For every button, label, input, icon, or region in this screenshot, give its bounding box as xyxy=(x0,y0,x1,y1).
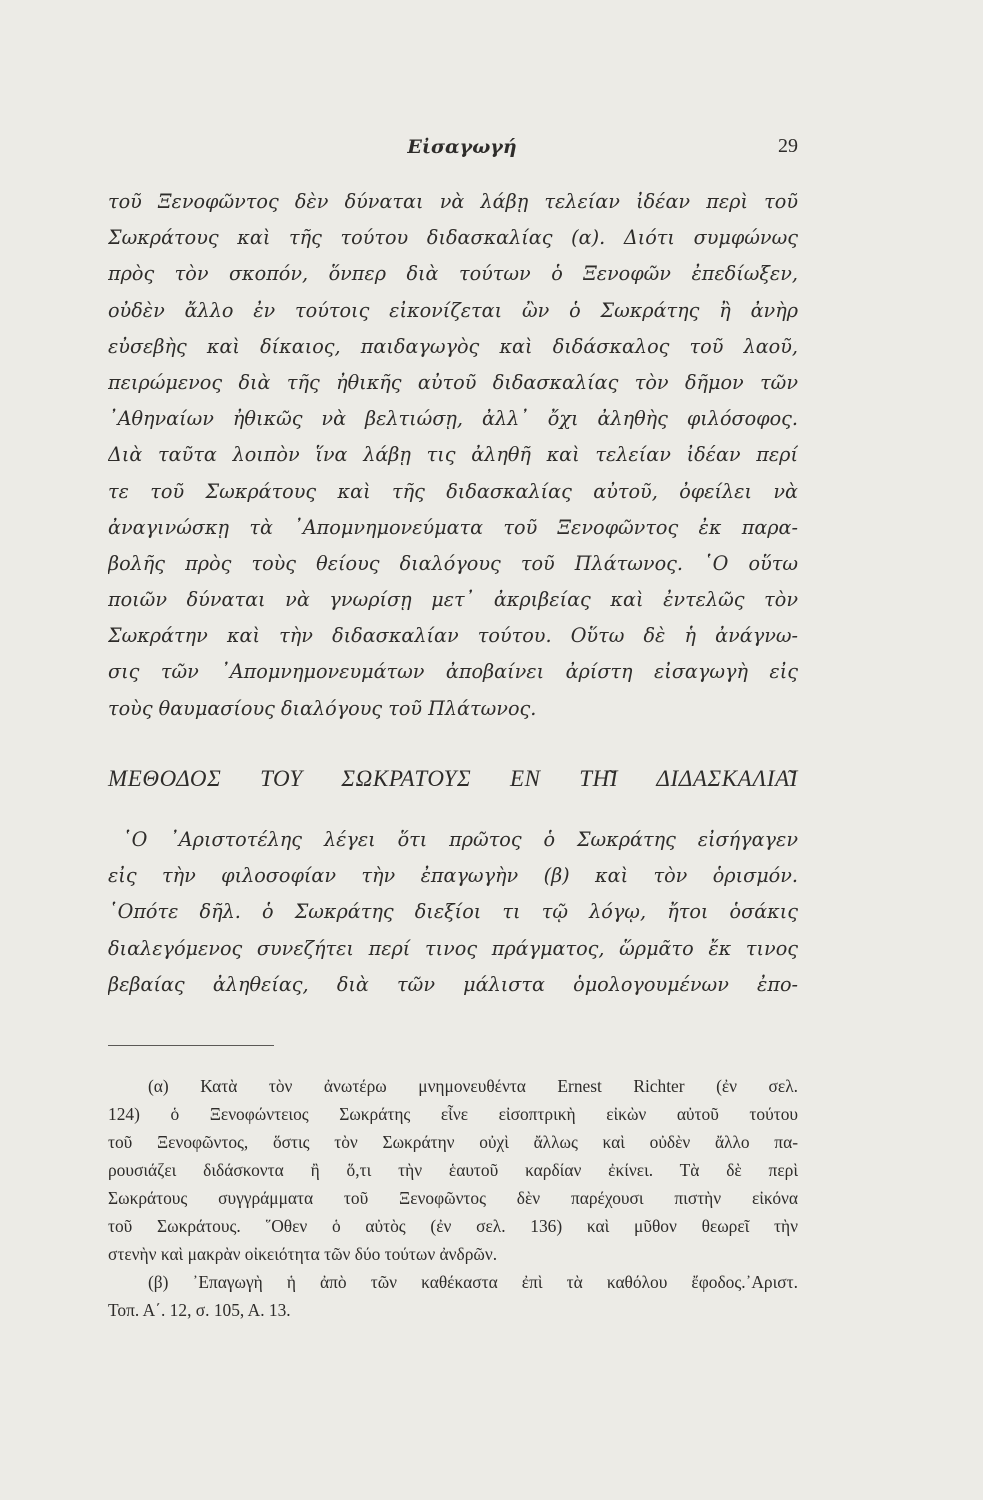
running-head: Εἰσαγωγή xyxy=(407,136,517,158)
text-line: ᾿Αθηναίων ἠθικῶς νὰ βελτιώσῃ, ἀλλ᾿ ὄχι ἀληθὴς φιλόσοφος. xyxy=(108,407,798,431)
footnote-line: τοῦ Ξενοφῶντος, ὅστις τὸν Σωκράτην οὐχὶ ἄλλως καὶ οὐδὲν ἄλλο πα- xyxy=(108,1132,798,1152)
footnote-line: στενὴν καὶ μακρὰν οἰκειότητα τῶν δύο τούτων ἀνδρῶν. xyxy=(108,1244,498,1264)
text-line: Σωκράτην καὶ τὴν διδασκαλίαν τούτου. Οὕτω δὲ ἡ ἀνάγνω- xyxy=(108,624,798,648)
footnote-line: ρουσιάζει διδάσκοντα ἢ ὅ,τι τὴν ἑαυτοῦ καρδίαν ἐκίνει. Τὰ δὲ περὶ xyxy=(108,1160,798,1180)
footnote-divider xyxy=(108,1045,274,1046)
footnote-line: (β) ᾿Επαγωγὴ ἡ ἀπὸ τῶν καθέκαστα ἐπὶ τὰ καθόλου ἔφοδος.᾿Αριστ. xyxy=(148,1272,798,1292)
text-line: τοῦ Ξενοφῶντος δὲν δύναται νὰ λάβῃ τελείαν ἰδέαν περὶ τοῦ xyxy=(108,190,798,213)
text-line: εὐσεβὴς καὶ δίκαιος, παιδαγωγὸς καὶ διδάσκαλος τοῦ λαοῦ, xyxy=(108,334,798,358)
text-line: ἀναγινώσκῃ τὰ ᾿Απομνημονεύματα τοῦ Ξενοφῶντος ἐκ παρα- xyxy=(108,515,798,539)
footnote-line: Σωκράτους συγγράμματα τοῦ Ξενοφῶντος δὲν παρέχουσι πιστὴν εἰκόνα xyxy=(108,1188,798,1208)
text-line: πειρώμενος διὰ τῆς ἠθικῆς αὐτοῦ διδασκαλίας τὸν δῆμον τῶν xyxy=(108,370,798,394)
text-line: ποιῶν δύναται νὰ γνωρίσῃ μετ᾿ ἀκριβείας καὶ ἐντελῶς τὸν xyxy=(108,588,798,612)
text-line: ῾Οπότε δῆλ. ὁ Σωκράτης διεξίοι τι τῷ λόγῳ, ἤτοι ὁσάκις xyxy=(108,900,798,924)
text-line: Διὰ ταῦτα λοιπὸν ἵνα λάβῃ τις ἀληθῆ καὶ τελείαν ἰδέαν περί xyxy=(108,443,798,467)
text-line: τοὺς θαυμασίους διαλόγους τοῦ Πλάτωνος. xyxy=(108,696,537,720)
text-line: βεβαίας ἀληθείας, διὰ τῶν μάλιστα ὁμολογουμένων ἐπο- xyxy=(108,972,798,996)
footnotes xyxy=(108,1072,798,1324)
text-line: ῾Ο ᾿Αριστοτέλης λέγει ὅτι πρῶτος ὁ Σωκράτης εἰσήγαγεν xyxy=(122,828,798,851)
footnote-line: 124) ὁ Ξενοφώντειος Σωκράτης εἶνε εἰσοπτρικὴ εἰκὼν αὐτοῦ τούτου xyxy=(108,1104,798,1124)
page-header xyxy=(108,132,798,164)
footnote-line: τοῦ Σωκράτους. ῞Οθεν ὁ αὐτὸς (ἐν σελ. 136) καὶ μῦθον θεωρεῖ τὴν xyxy=(108,1216,798,1236)
page-number: 29 xyxy=(778,135,798,157)
text-line: τε τοῦ Σωκράτους καὶ τῆς διδασκαλίας αὐτοῦ, ὀφείλει νὰ xyxy=(108,479,798,503)
text-line: Σωκράτους καὶ τῆς τούτου διδασκαλίας (α). Διότι συμφώνως xyxy=(108,226,798,250)
text-line: εἰς τὴν φιλοσοφίαν τὴν ἐπαγωγὴν (β) καὶ τὸν ὁρισμόν. xyxy=(108,864,798,888)
method-paragraph xyxy=(108,822,798,1003)
footnote-line: (α) Κατὰ τὸν ἀνωτέρω μνημονευθέντα Ernest Richter (ἐν σελ. xyxy=(148,1076,798,1096)
text-line: οὐδὲν ἄλλο ἐν τούτοις εἰκονίζεται ὢν ὁ Σωκράτης ἢ ἀνὴρ xyxy=(108,298,798,322)
text-line: διαλεγόμενος συνεζήτει περί τινος πράγματος, ὥρμᾶτο ἔκ τινος xyxy=(108,936,798,960)
text-line: πρὸς τὸν σκοπόν, ὅνπερ διὰ τούτων ὁ Ξενοφῶν ἐπεδίωξεν, xyxy=(108,262,798,286)
text-line: βολῆς πρὸς τοὺς θείους διαλόγους τοῦ Πλάτωνος. ῾Ο οὕτω xyxy=(108,551,798,575)
intro-paragraph xyxy=(108,184,798,727)
footnote-line: Τοπ. Α΄. 12, σ. 105, Α. 13. xyxy=(108,1300,291,1320)
section-title: ΜΕΘΟΔΟΣ ΤΟΥ ΣΩΚΡΑΤΟΥΣ ΕΝ ΤΗ͂Ι ΔΙΔΑΣΚΑΛΙΑ͂Ι xyxy=(108,766,798,791)
text-line: σις τῶν ᾿Απομνημονευμάτων ἀποβαίνει ἀρίστη εἰσαγωγὴ εἰς xyxy=(108,660,798,684)
